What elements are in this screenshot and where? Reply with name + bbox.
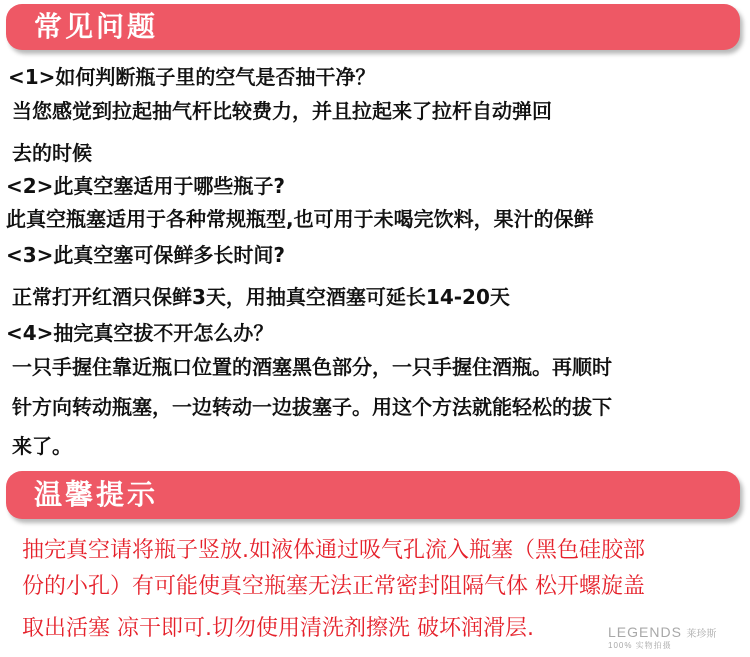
watermark-brand: LEGENDS [608, 624, 682, 640]
watermark-brand-cn: 莱珍斯 [686, 629, 717, 640]
answer-3: 正常打开红酒只保鲜3天，用抽真空酒塞可延长14-20天 [12, 285, 510, 309]
faq-title: 常见问题 [34, 10, 159, 43]
question-4: <4>抽完真空拔不开怎么办？ [6, 321, 274, 345]
answer-4-line-2: 针方向转动瓶塞，一边转动一边拔塞子。用这个方法就能轻松的拔下 [12, 395, 612, 419]
watermark-tagline: 100% 实物拍摄 [608, 641, 672, 650]
question-2: <2>此真空塞适用于哪些瓶子? [6, 174, 286, 198]
answer-1-line-2: 去的时候 [12, 141, 92, 165]
question-3: <3>此真空塞可保鲜多长时间? [6, 243, 286, 267]
answer-4-line-3: 来了。 [12, 434, 72, 458]
answer-1-line-1: 当您感觉到拉起抽气杆比较费力，并且拉起来了拉杆自动弹回 [12, 99, 552, 123]
tips-header-banner [6, 471, 740, 519]
faq-header-banner [6, 4, 740, 50]
tip-line-1: 抽完真空请将瓶子竖放.如液体通过吸气孔流入瓶塞（黑色硅胶部 [22, 538, 645, 563]
tips-title: 温馨提示 [34, 478, 159, 511]
tip-line-2: 份的小孔）有可能使真空瓶塞无法正常密封阻隔气体 松开螺旋盖 [22, 574, 645, 599]
answer-2: 此真空瓶塞适用于各种常规瓶型,也可用于未喝完饮料，果汁的保鲜 [6, 207, 594, 231]
brand-watermark [608, 624, 716, 651]
question-1: <1>如何判断瓶子里的空气是否抽干净？ [8, 65, 376, 89]
tip-line-3: 取出活塞 凉干即可.切勿使用清洗剂擦洗 破坏润滑层. [22, 616, 534, 641]
answer-4-line-1: 一只手握住靠近瓶口位置的酒塞黑色部分，一只手握住酒瓶。再顺时 [12, 355, 612, 379]
